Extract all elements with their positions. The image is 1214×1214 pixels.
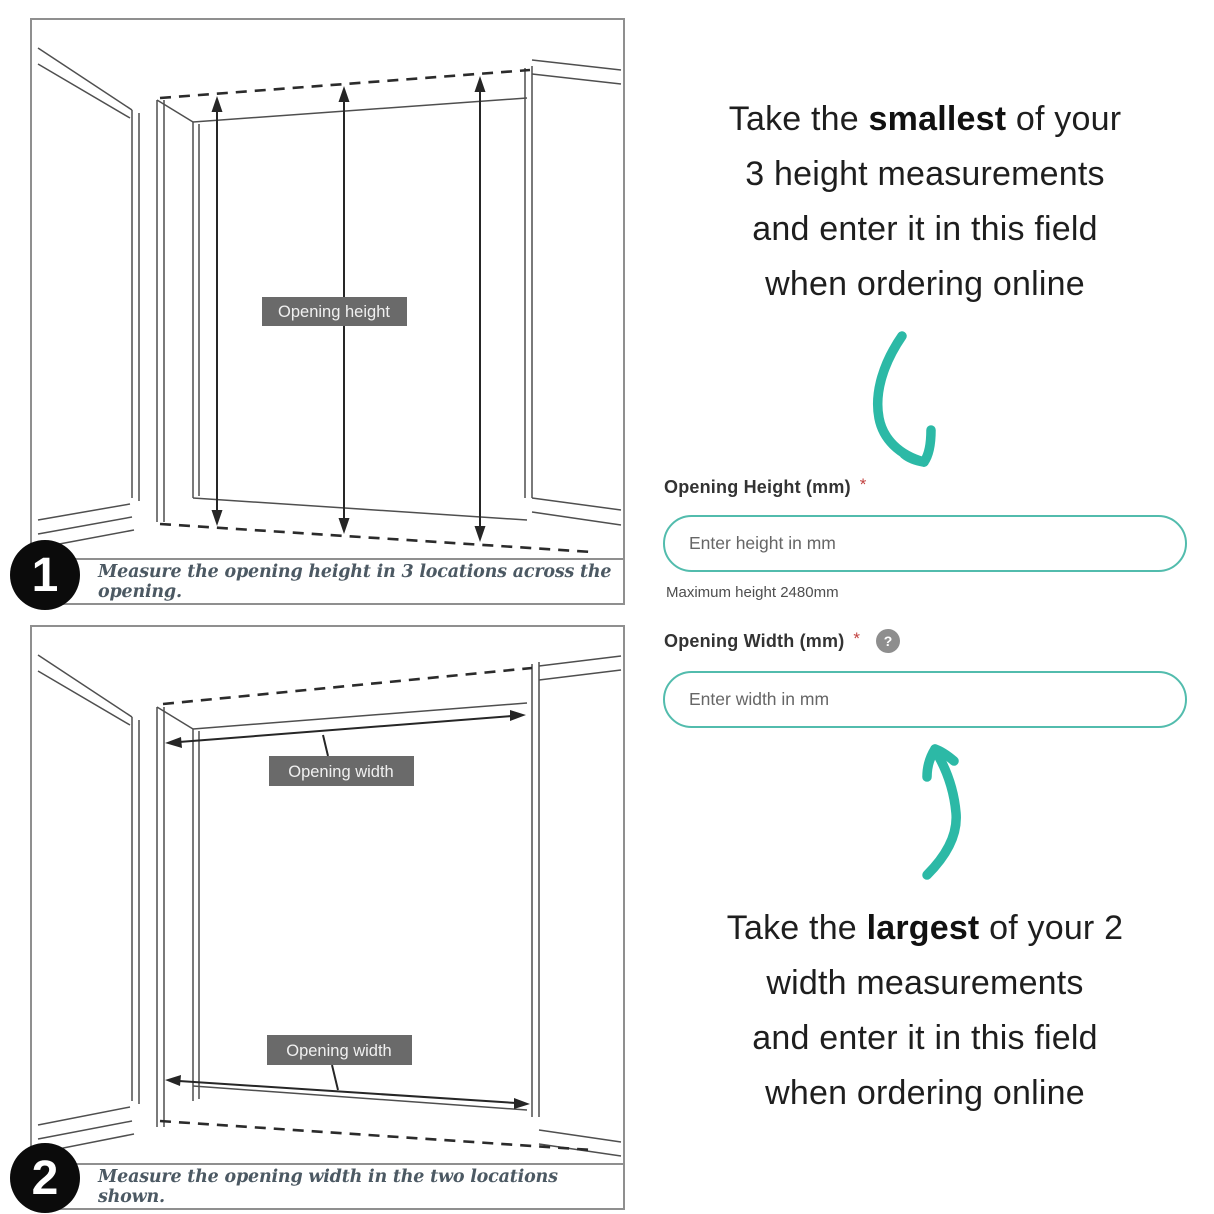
width-diagram-panel	[30, 625, 625, 1210]
dashed-guide-bottom	[160, 524, 592, 552]
svg-text:Opening width: Opening width	[286, 1042, 392, 1060]
instruction-line: and enter it in this field	[752, 1019, 1098, 1057]
height-field-label: Opening Height (mm)	[664, 477, 851, 497]
width-measure-arrow-bottom	[165, 1065, 530, 1109]
width-field-label: Opening Width (mm)	[664, 631, 845, 651]
instruction-line: 3 height measurements	[745, 155, 1105, 193]
opening-height-diagram	[32, 20, 623, 558]
height-instruction-text	[650, 92, 1200, 312]
required-asterisk: *	[859, 475, 867, 494]
opening-width-diagram	[32, 627, 623, 1163]
step-1-badge: 1	[10, 540, 80, 610]
width-diagram-caption: Measure the opening width in the two locations shown.	[32, 1163, 623, 1208]
step-2-badge: 2	[10, 1143, 80, 1213]
height-diagram-panel	[30, 18, 625, 605]
width-instruction-text	[650, 901, 1200, 1121]
required-asterisk: *	[853, 629, 861, 648]
instruction-line: when ordering online	[765, 1074, 1085, 1112]
instruction-line: Take the smallest of your	[728, 100, 1122, 138]
instruction-line: and enter it in this field	[752, 210, 1098, 248]
width-field-label-row	[664, 631, 900, 653]
instruction-line: Take the largest of your 2	[726, 909, 1124, 947]
opening-width-input[interactable]	[663, 671, 1187, 728]
opening-height-label	[262, 297, 407, 326]
help-question-icon[interactable]: ?	[876, 629, 900, 653]
dashed-guide-bottom	[160, 1121, 592, 1150]
height-field-label-row	[664, 477, 866, 498]
curved-arrow-down-icon	[850, 330, 980, 480]
svg-text:Opening width: Opening width	[288, 763, 394, 781]
max-height-helper-text: Maximum height 2480mm	[666, 584, 839, 601]
instruction-line: when ordering online	[765, 265, 1085, 303]
curved-arrow-up-icon	[890, 735, 1000, 885]
dashed-guide-top	[163, 668, 532, 704]
opening-height-input[interactable]	[663, 515, 1187, 572]
height-diagram-caption: Measure the opening height in 3 locations across the opening.	[32, 558, 623, 603]
svg-text:Opening height: Opening height	[278, 303, 390, 321]
instruction-line: width measurements	[766, 964, 1084, 1002]
opening-width-label-bottom	[267, 1035, 412, 1065]
opening-width-label-top	[269, 756, 414, 786]
